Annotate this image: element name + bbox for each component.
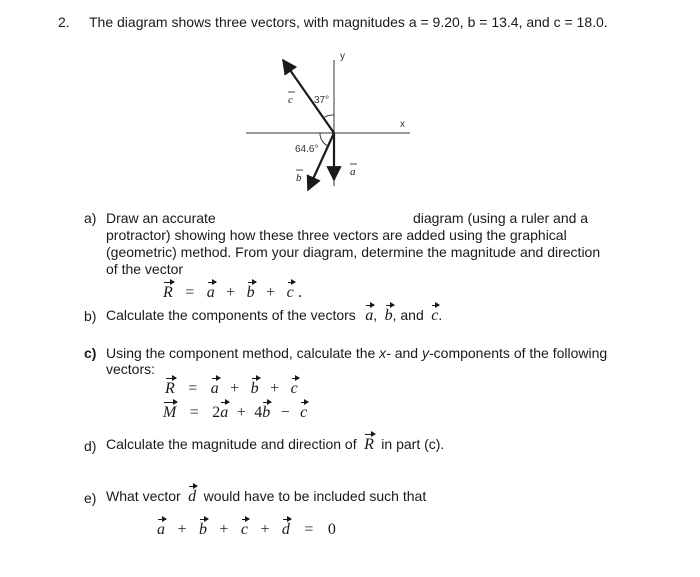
plus-sign: +	[177, 521, 187, 538]
equals-sign: =	[304, 521, 314, 538]
part-c-line1	[106, 345, 607, 362]
part-a-line4: of the vector	[106, 261, 184, 277]
vector-b-label: b	[296, 172, 302, 184]
part-a-equation	[163, 280, 302, 302]
part-b-sentence: Calculate the components of the vectors	[106, 307, 356, 323]
plus-sign: +	[266, 284, 276, 301]
part-c-text-post: components of the following	[433, 345, 608, 361]
and-word: and	[394, 345, 419, 361]
plus-sign: +	[270, 380, 280, 397]
part-b-text	[106, 303, 442, 325]
vector-b: b	[199, 517, 207, 537]
vector-b: b	[385, 303, 393, 323]
angle-37-label: 37°	[314, 95, 330, 106]
part-c-label: c)	[84, 345, 97, 361]
vector-c: c	[300, 400, 307, 420]
vector-a-label: a	[350, 166, 356, 178]
vector-c: c	[431, 303, 438, 323]
vector-a: a	[207, 280, 215, 300]
part-c-text-pre: Using the component method, calculate the	[106, 345, 376, 361]
vector-R: R	[163, 280, 173, 300]
problem-number: 2.	[58, 14, 70, 30]
and-word: , and	[392, 307, 424, 323]
part-a-line1-start: Draw an accurate	[106, 210, 216, 226]
vector-a: a	[220, 400, 228, 420]
part-e-label: e)	[84, 490, 97, 506]
plus-sign: +	[260, 521, 270, 538]
y-axis-label: y	[340, 51, 345, 62]
coefficient-2: 2	[212, 404, 221, 421]
minus-sign: −	[280, 404, 290, 421]
part-e-equation	[157, 517, 336, 539]
period: .	[298, 284, 303, 301]
vector-b: b	[251, 376, 259, 396]
part-c-equation-1	[165, 376, 298, 398]
comma: ,	[373, 307, 378, 323]
x-axis-label: x	[400, 119, 405, 130]
equals-sign: =	[188, 380, 198, 397]
angle-arc-b	[320, 133, 328, 146]
vector-b-arrow	[308, 133, 334, 190]
part-d-text	[106, 432, 444, 454]
part-a-label: a)	[84, 210, 97, 226]
plus-sign: +	[226, 284, 236, 301]
vector-a: a	[211, 376, 219, 396]
coefficient-4: 4	[254, 404, 263, 421]
plus-sign: +	[219, 521, 229, 538]
vector-d: d	[282, 517, 290, 537]
vector-R: R	[364, 432, 374, 452]
part-a-line1-end: diagram (using a ruler and a	[413, 210, 589, 226]
y-word: y-	[421, 345, 434, 361]
part-b-label: b)	[84, 308, 97, 324]
vector-c: c	[241, 517, 248, 537]
zero: 0	[327, 521, 336, 538]
part-d-text-pre: Calculate the magnitude and direction of	[106, 436, 357, 452]
angle-arc-c	[323, 115, 334, 118]
period: .	[438, 307, 443, 323]
vector-a: a	[365, 303, 373, 323]
part-d-text-post: in part (c).	[381, 436, 445, 452]
part-e-text	[106, 484, 426, 506]
vector-M: M	[163, 400, 176, 420]
x-word: x-	[379, 345, 391, 361]
vector-R: R	[165, 376, 175, 396]
part-a-line3: (geometric) method. From your diagram, determine the magnitude and direction	[106, 244, 601, 260]
equals-sign: =	[185, 284, 195, 301]
vector-c-label: c	[288, 94, 293, 106]
vector-c: c	[287, 280, 294, 300]
part-d-label: d)	[84, 438, 97, 454]
angle-64-label: 64.6°	[295, 144, 319, 155]
part-c-line2: vectors:	[106, 361, 156, 377]
vector-b: b	[247, 280, 255, 300]
equals-sign: =	[189, 404, 199, 421]
problem-statement: The diagram shows three vectors, with magnitudes a = 9.20, b = 13.4, and c = 18.0.	[89, 14, 608, 30]
part-c-equation-2	[163, 400, 307, 422]
vector-a: a	[157, 517, 165, 537]
part-e-text-post: would have to be included such that	[203, 488, 427, 504]
vector-b: b	[262, 400, 270, 420]
vector-c: c	[291, 376, 298, 396]
plus-sign: +	[236, 404, 246, 421]
vector-d: d	[188, 484, 196, 504]
vector-diagram	[240, 40, 420, 200]
part-e-text-pre: What vector	[106, 488, 181, 504]
plus-sign: +	[230, 380, 240, 397]
part-a-line2: protractor) showing how these three vectors are added using the graphical	[106, 227, 567, 243]
